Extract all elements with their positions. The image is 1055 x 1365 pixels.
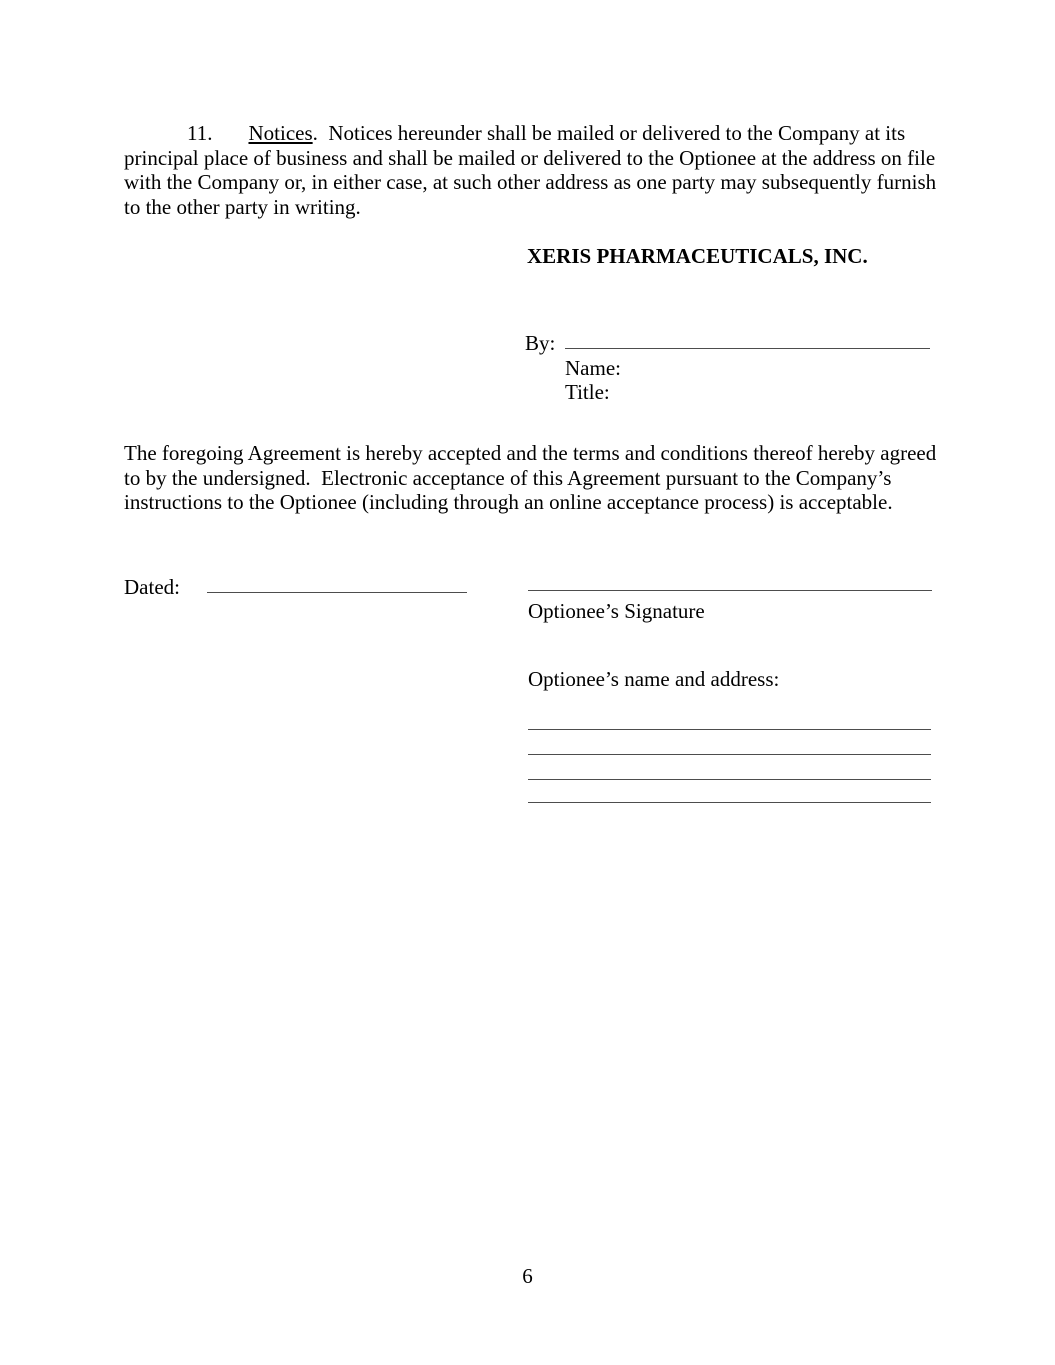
- company-signature-block: [525, 331, 930, 405]
- page-number: 6: [522, 1264, 533, 1288]
- by-row: [525, 331, 930, 356]
- section-heading-punctuation: .: [312, 121, 329, 145]
- address-blank-line: [528, 802, 931, 803]
- title-label: Title:: [565, 380, 610, 404]
- date-blank-line: [207, 592, 467, 593]
- dated-label: Dated:: [124, 575, 180, 599]
- section-number: 11.: [187, 121, 213, 145]
- section-body-text: Notices hereunder shall be mailed or delivered to the Company at its principal place of business and shall be mailed or delivered to the Optionee at the address on file with the Company or, in either case, at such other address as one party may subsequently furnish to the other party in writing.: [124, 121, 942, 219]
- address-blank-line: [528, 729, 931, 730]
- section-heading: Notices: [248, 121, 313, 145]
- acceptance-paragraph: [124, 441, 942, 515]
- address-blank-line: [528, 754, 931, 755]
- name-label: Name:: [565, 355, 621, 380]
- optionee-signature-blank-line: [528, 590, 932, 591]
- by-signature-blank-line: [565, 331, 930, 349]
- optionee-name-address-label: Optionee’s name and address:: [528, 667, 780, 691]
- optionee-signature-caption: Optionee’s Signature: [528, 599, 705, 623]
- notices-paragraph: [124, 121, 942, 219]
- by-label: By:: [525, 331, 556, 355]
- company-name: XERIS PHARMACEUTICALS, INC.: [527, 244, 868, 268]
- acceptance-text: The foregoing Agreement is hereby accepted and the terms and conditions thereof hereby agreed to by the undersigned. Electronic acceptance of this Agreement pursuant to the Company’s instructions to the Optionee (including through an online acceptance process) is acceptable.: [124, 441, 942, 514]
- address-blank-line: [528, 779, 931, 780]
